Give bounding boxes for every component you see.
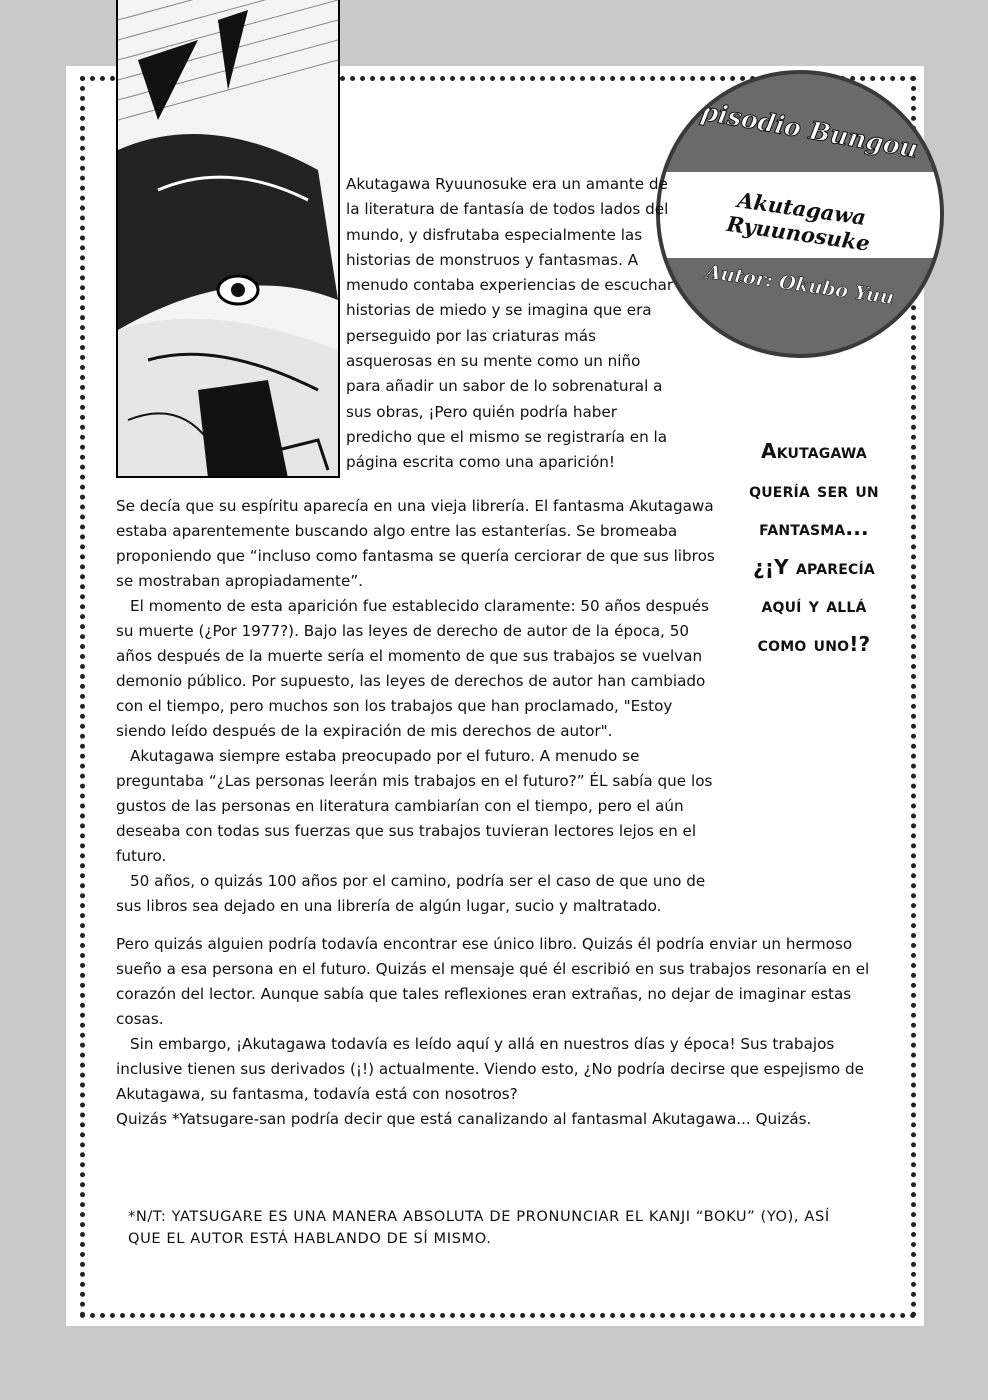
main-article-text — [116, 494, 718, 919]
closing-paragraph: Sin embargo, ¡Akutagawa todavía es leído aquí y allá en nuestros días y época! Sus trabajos inclusive tienen sus derivados (¡!) actualmente. Viendo esto, ¿No podría decirse que espejismo de Akutagawa, su fantasma, todavía está con nosotros? — [116, 1035, 864, 1103]
translator-note: *N/T: YATSUGARE ES UNA MANERA ABSOLUTA DE PRONUNCIAR EL KANJI “BOKU” (YO), ASÍ QUE EL AUTOR ESTÁ HABLANDO DE SÍ MISMO. — [128, 1208, 830, 1247]
manga-panel-illustration — [116, 0, 340, 478]
closing-text — [116, 932, 876, 1132]
callout-line: Akutagawa — [761, 439, 867, 463]
callout-line: fantasma... — [759, 516, 869, 540]
main-paragraph: Se decía que su espíritu aparecía en una vieja librería. El fantasma Akutagawa estaba aparentemente buscando algo entre las estanterías. Se bromeaba proponiendo que “incluso como fantasma se quería cerciorar de que sus libros se mostraban apropiadamente”. — [116, 497, 715, 590]
callout-line: aquí y allá — [761, 593, 867, 617]
episode-badge — [656, 70, 944, 358]
badge-author: Autor: Okubo Yuu — [704, 260, 896, 310]
closing-paragraph: Pero quizás alguien podría todavía encontrar ese único libro. Quizás él podría enviar un hermoso sueño a esa persona en el futuro. Quizás el mensaje qué él escribió en sus trabajos resonaría en el corazón del lector. Aunque sabía que tales reflexiones eran extrañas, no dejar de imaginar estas cosas. — [116, 935, 870, 1028]
main-paragraph: Akutagawa siempre estaba preocupado por el futuro. A menudo se preguntaba “¿Las personas leerán mis trabajos en el futuro?” ÉL sabía que los gustos de las personas en literatura cambiarían con el tiempo, pero el aún deseaba con todas sus fuerzas que sus trabajos tuvieran lectores lejos en el futuro. — [116, 747, 713, 865]
callout-line: ¿¡Y aparecía — [753, 554, 875, 579]
callout-line: como uno!? — [757, 631, 871, 656]
main-paragraph: 50 años, o quizás 100 años por el camino, podría ser el caso de que uno de sus libros sea dejado en una librería de algún lugar, sucio y maltratado. — [116, 872, 706, 915]
manga-character-drawing — [118, 0, 338, 478]
main-paragraph: El momento de esta aparición fue establecido claramente: 50 años después su muerte (¿Por 1977?). Bajo las leyes de derecho de autor de la época, 50 años después de la muerte sería el momento de que sus trabajos se vuelvan demonio público. Por supuesto, las leyes de derechos de autor han cambiado con el tiempo, pero muchos son los trabajos que han proclamado, "Estoy siendo leído después de la expiración de mis derechos de autor". — [116, 597, 709, 740]
badge-name: Akutagawa Ryuunosuke — [725, 187, 872, 256]
closing-paragraph: Quizás *Yatsugare-san podría decir que está canalizando al fantasmal Akutagawa... Quizás. — [116, 1110, 812, 1128]
badge-title: Episodio Bungou — [679, 93, 921, 164]
callout-headline — [724, 432, 904, 663]
intro-paragraph: Akutagawa Ryuunosuke era un amante de la literatura de fantasía de todos lados del mundo, y disfrutaba especialmente las historias de monstruos y fantasmas. A menudo contaba experiencias de escuchar historias de miedo y se imagina que era perseguido por las criaturas más asquerosas en su mente como un niño para añadir un sabor de lo sobrenatural a sus obras, ¡Pero quién podría haber predicho que el mismo se registraría en la página escrita como una aparición! — [346, 175, 674, 472]
callout-line: quería ser un — [749, 477, 879, 502]
